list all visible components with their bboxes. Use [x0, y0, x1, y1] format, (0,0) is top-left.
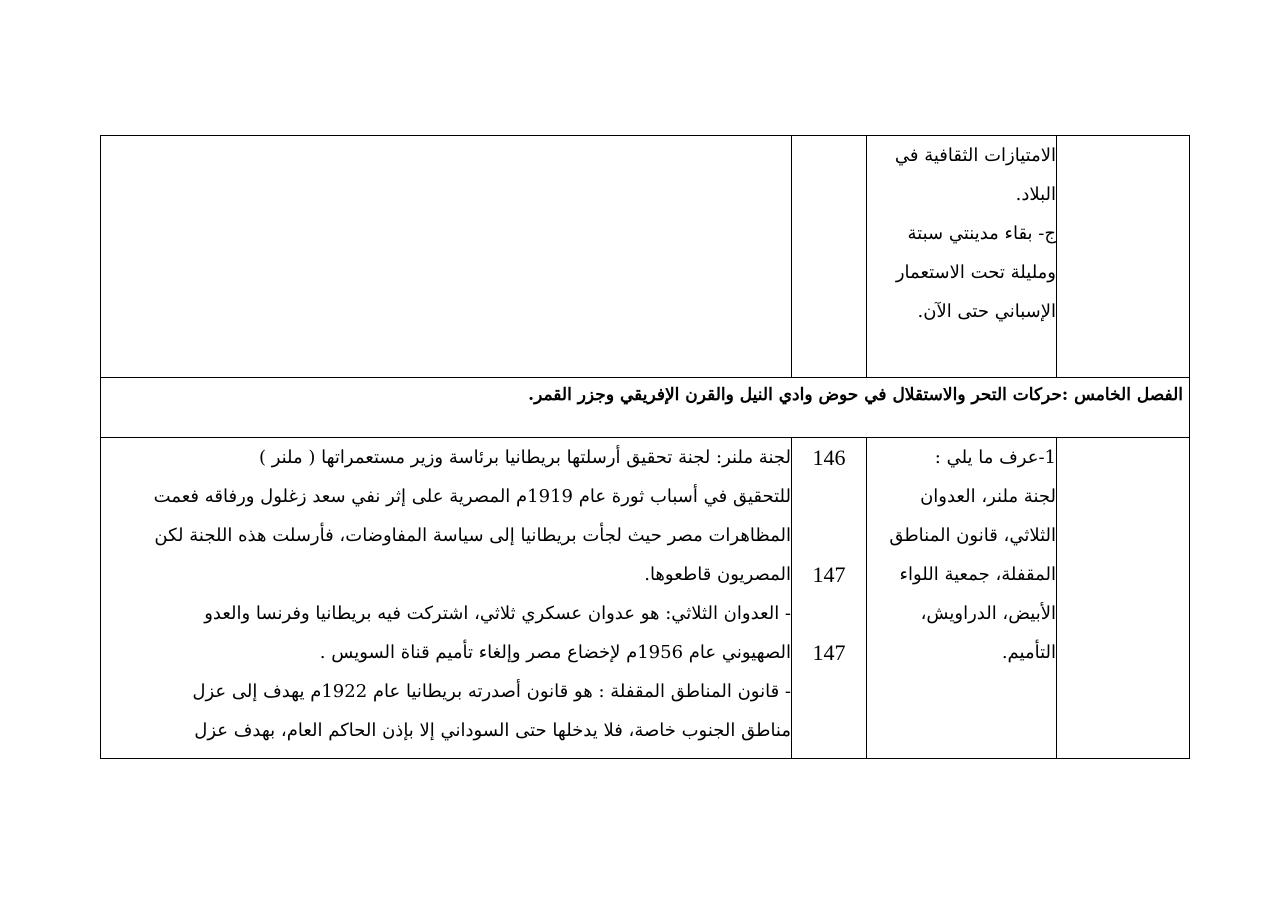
question-line: الامتيازات الثقافية في [894, 145, 1056, 166]
answer-line: للتحقيق في أسباب ثورة عام 1919م المصرية على إثر نفي سعد زغلول ورفاقه فعمت [153, 486, 791, 507]
answer-line: المظاهرات مصر حيث لجأت بريطانيا إلى سياسة المفاوضات، فأرسلت هذه اللجنة لكن [154, 525, 791, 546]
page-number: 147 [812, 640, 846, 665]
question-line: الإسباني حتى الآن. [917, 301, 1056, 322]
table-row [101, 136, 1190, 378]
page-number: 146 [812, 445, 846, 470]
answer-line: الصهيوني عام 1956م لإخضاع مصر وإلغاء تأميم قناة السويس . [319, 642, 791, 663]
answer-line: المصريون قاطعوها. [644, 564, 791, 585]
question-line: التأميم. [1001, 642, 1056, 663]
question-cell [867, 136, 1057, 378]
answer-cell [101, 438, 792, 759]
answer-cell [101, 136, 792, 378]
table-row [101, 438, 1190, 759]
empty-cell [1057, 438, 1190, 759]
chapter-heading: الفصل الخامس :حركات التحر والاستقلال في حوض وادي النيل والقرن الإفريقي وجزر القمر. [101, 378, 1190, 438]
answer-line: لجنة ملنر: لجنة تحقيق أرسلتها بريطانيا برئاسة وزير مستعمراتها ( ملنر ) [258, 447, 791, 468]
question-line: الأبيض، الدراويش، [920, 603, 1056, 624]
lesson-table [100, 135, 1190, 759]
page-number: 147 [812, 562, 846, 587]
question-line: ج- بقاء مدينتي سبتة [907, 223, 1056, 244]
question-cell [867, 438, 1057, 759]
question-line: 1-عرف ما يلي : [934, 447, 1056, 468]
empty-cell [1057, 136, 1190, 378]
answer-line: - العدوان الثلاثي: هو عدوان عسكري ثلاثي، اشتركت فيه بريطانيا وفرنسا والعدو [204, 603, 791, 624]
table-row [101, 378, 1190, 438]
question-line: لجنة ملنر، العدوان [920, 486, 1056, 507]
question-line: المقفلة، جمعية اللواء [899, 564, 1056, 585]
answer-line: مناطق الجنوب خاصة، فلا يدخلها حتى السوداني إلا بإذن الحاكم العام، بهدف عزل [194, 720, 791, 741]
question-line: ومليلة تحت الاستعمار [895, 262, 1056, 283]
question-line: البلاد. [1015, 184, 1056, 205]
answer-line: - قانون المناطق المقفلة : هو قانون أصدرته بريطانيا عام 1922م يهدف إلى عزل [192, 681, 791, 702]
question-line: الثلاثي، قانون المناطق [889, 525, 1056, 546]
page-number-cell [792, 438, 867, 759]
page-number-cell [792, 136, 867, 378]
